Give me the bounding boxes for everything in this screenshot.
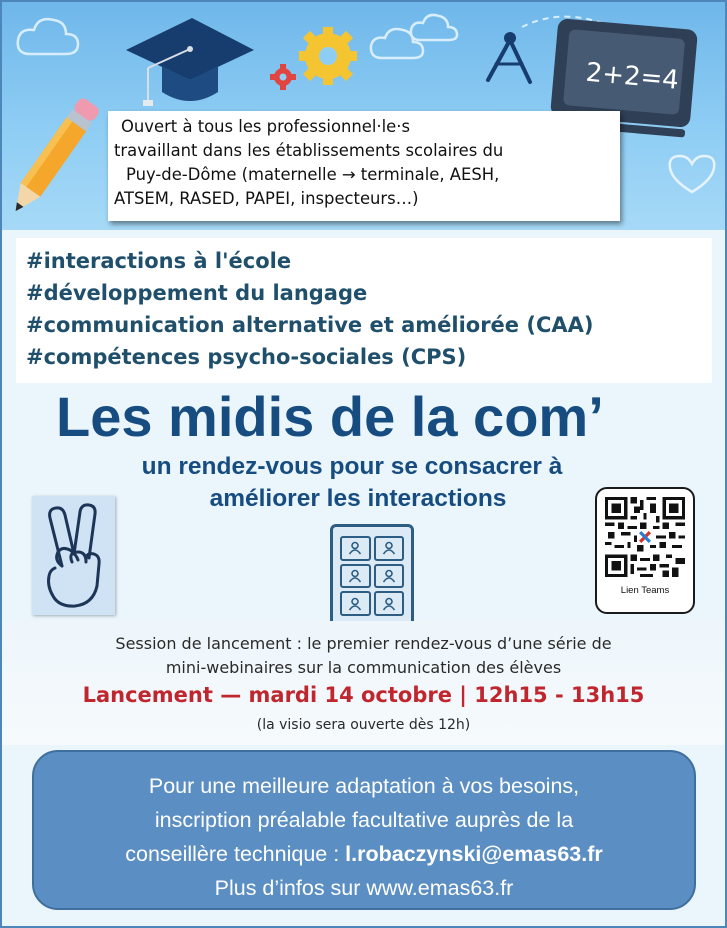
audience-line: Ouvert à tous les professionnel·le·s (121, 117, 411, 136)
registration-box (32, 750, 696, 910)
compass-icon (488, 34, 530, 82)
qr-code-icon[interactable] (605, 497, 685, 577)
subtitle-line: améliorer les interactions (209, 485, 507, 512)
teams-qr-card[interactable] (595, 487, 695, 614)
participant-icon (374, 536, 405, 561)
registration-line: inscription préalable facultative auprès de la (154, 808, 574, 832)
video-meeting-icon (330, 524, 414, 628)
hashtag-langage: #développement du langage (26, 281, 368, 305)
cloud-icon (18, 19, 78, 54)
hashtag-interactions: #interactions à l'école (26, 249, 292, 273)
cloud-icon (371, 29, 423, 58)
graduation-cap-icon (126, 18, 254, 106)
session-description: mini-webinaires sur la communication des élèves (165, 658, 562, 677)
website-link[interactable]: Plus d’infos sur www.emas63.fr (214, 876, 514, 900)
audience-line: Puy-de-Dôme (maternelle → terminale, AESH, (126, 165, 500, 184)
audience-box (108, 111, 620, 221)
hashtag-box (16, 238, 712, 383)
gears-icon (270, 27, 357, 90)
pencil-icon (6, 96, 101, 218)
visio-note: (la visio sera ouverte dès 12h) (256, 717, 471, 733)
math-board-text: 2+2=4 (584, 57, 681, 96)
session-band (2, 621, 725, 745)
registration-line: Pour une meilleure adaptation à vos besoins, (148, 774, 580, 798)
participant-icon (340, 591, 371, 616)
qr-caption: Lien Teams (620, 585, 670, 596)
audience-line: ATSEM, RASED, PAPEI, inspecteurs…) (114, 189, 419, 208)
hashtag-cps: #compétences psycho-sociales (CPS) (26, 345, 467, 369)
peace-hand-card (32, 496, 115, 615)
audience-line: travaillant dans les établissements scolaires du (114, 141, 504, 160)
page-title: Les midis de la com’ (56, 385, 604, 448)
participant-icon (374, 591, 405, 616)
participant-icon (374, 564, 405, 589)
registration-contact-label: conseillère technique : (125, 842, 346, 866)
contact-email-link[interactable]: l.robaczynski@emas63.fr (345, 842, 603, 866)
peace-hand-icon (32, 496, 115, 615)
registration-line (34, 837, 694, 871)
participant-icon (340, 536, 371, 561)
launch-date: Lancement — mardi 14 octobre | 12h15 - 13h15 (82, 683, 645, 707)
hashtag-caa: #communication alternative et améliorée (CAA) (26, 313, 594, 337)
heart-icon (670, 156, 715, 192)
participant-icon (340, 564, 371, 589)
cloud-icon (411, 15, 457, 40)
subtitle-line: un rendez-vous pour se consacrer à (141, 453, 563, 480)
header-banner (2, 2, 725, 230)
session-description: Session de lancement : le premier rendez-vous d’une série de (115, 634, 612, 653)
